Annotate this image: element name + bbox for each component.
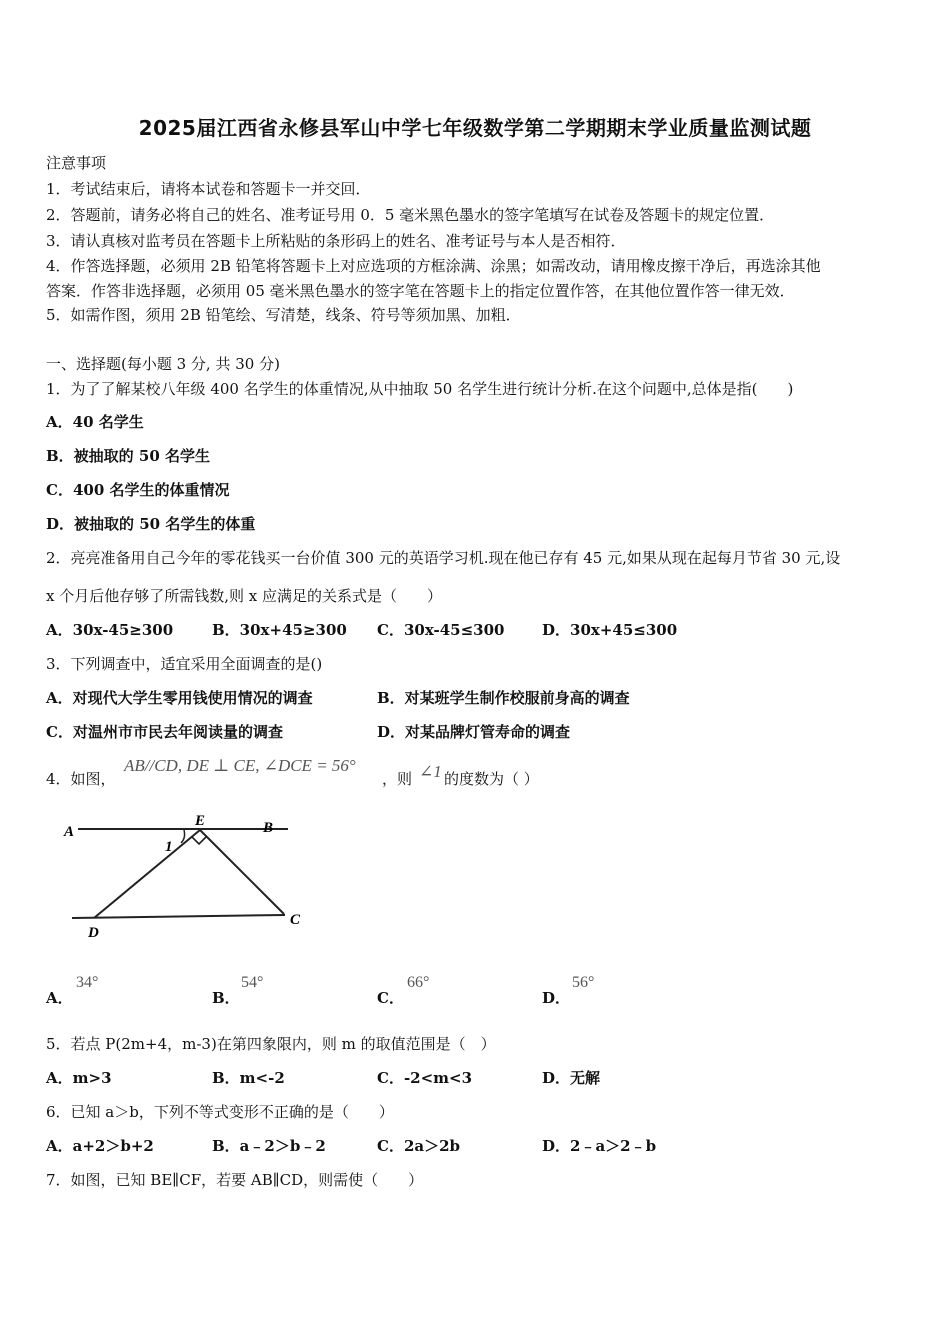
q2-option-a: A．30x-45≥300 xyxy=(46,621,174,639)
label-d: D xyxy=(88,925,99,941)
q3-option-c: C．对温州市市民去年阅读量的调查 xyxy=(46,723,283,741)
q6-option-c: C．2a＞2b xyxy=(377,1137,461,1155)
q4-option-c-value: 66° xyxy=(407,974,430,991)
page-title: 2025届江西省永修县军山中学七年级数学第二学期期末学业质量监测试题 xyxy=(138,116,812,140)
question-2-stem-cont: x 个月后他存够了所需钱数,则 x 应满足的关系式是（ ） xyxy=(46,587,442,605)
question-3-stem: 3．下列调查中，适宜采用全面调查的是() xyxy=(46,655,323,673)
notice-item: 4．作答选择题，必须用 2B 铅笔将答题卡上对应选项的方框涂满、涂黑；如需改动，请用橡皮擦干净后，再选涂其他 xyxy=(46,257,821,275)
segment-de xyxy=(94,830,200,918)
q4-option-c-letter: C． xyxy=(377,989,404,1007)
q1-option-a: A．40 名学生 xyxy=(46,413,144,431)
question-4-stem-suffix: 的度数为（ ） xyxy=(444,770,539,788)
angle-1-arc xyxy=(181,830,185,843)
q4-option-d-value: 56° xyxy=(572,974,595,991)
q6-option-a: A．a+2＞b+2 xyxy=(46,1137,154,1155)
notice-item: 2．答题前，请务必将自己的姓名、准考证号用 0．5 毫米黑色墨水的签字笔填写在试卷及答题卡的规定位置． xyxy=(46,206,775,224)
notice-item: 答案．作答非选择题，必须用 05 毫米黑色墨水的签字笔在答题卡上的指定位置作答，在其他位置作答一律无效． xyxy=(46,282,795,300)
notice-item: 5．如需作图，须用 2B 铅笔绘、写清楚，线条、符号等须加黑、加粗． xyxy=(46,306,521,324)
question-4-condition: AB//CD, DE ⊥ CE, ∠DCE = 56° xyxy=(124,756,356,775)
q4-option-a-value: 34° xyxy=(76,974,99,991)
q4-option-b-value: 54° xyxy=(241,974,264,991)
question-5-stem: 5．若点 P(2m+4，m-3)在第四象限内，则 m 的取值范围是（ ） xyxy=(46,1035,496,1053)
q1-option-c: C．400 名学生的体重情况 xyxy=(46,481,230,499)
q3-option-a: A．对现代大学生零用钱使用情况的调查 xyxy=(46,689,313,707)
q2-option-d: D．30x+45≤300 xyxy=(542,621,678,639)
q6-option-d: D．2﹣a＞2﹣b xyxy=(542,1137,657,1155)
line-dc xyxy=(72,915,285,918)
q2-option-c: C．30x-45≤300 xyxy=(377,621,505,639)
label-angle-1: 1 xyxy=(165,839,173,855)
question-4-stem-mid: ，则 xyxy=(382,770,413,788)
question-4-stem-prefix: 4．如图， xyxy=(46,770,116,788)
notice-item: 1．考试结束后，请将本试卷和答题卡一并交回． xyxy=(46,180,371,198)
label-e: E xyxy=(195,813,206,829)
q3-option-b: B．对某班学生制作校服前身高的调查 xyxy=(377,689,630,707)
q3-option-d: D．对某品牌灯管寿命的调查 xyxy=(377,723,571,741)
section-heading: 一、选择题(每小题 3 分, 共 30 分) xyxy=(46,355,280,373)
segment-ec xyxy=(200,830,284,914)
question-4-figure xyxy=(60,806,320,946)
q6-option-b: B．a﹣2＞b﹣2 xyxy=(212,1137,326,1155)
right-angle-mark xyxy=(192,837,206,844)
q5-option-c: C．-2<m<3 xyxy=(377,1069,473,1087)
q1-option-d: D．被抽取的 50 名学生的体重 xyxy=(46,515,256,533)
label-c: C xyxy=(290,912,301,928)
question-2-stem: 2．亮亮准备用自己今年的零花钱买一台价值 300 元的英语学习机.现在他已存有 45 元,如果从现在起每月节省 30 元,设 xyxy=(46,549,841,567)
question-4-angle: ∠1 xyxy=(419,762,442,781)
q4-option-d-letter: D． xyxy=(542,989,571,1007)
notice-item: 3．请认真核对监考员在答题卡上所粘贴的条形码上的姓名、准考证号与本人是否相符． xyxy=(46,232,626,250)
question-6-stem: 6．已知 a＞b，下列不等式变形不正确的是（ ） xyxy=(46,1103,394,1121)
label-a: A xyxy=(64,824,75,840)
q5-option-a: A．m>3 xyxy=(46,1069,112,1087)
notice-heading: 注意事项 xyxy=(46,154,107,172)
question-7-stem: 7．如图，已知 BE∥CF，若要 AB∥CD，则需使（ ） xyxy=(46,1171,424,1189)
q5-option-b: B．m<-2 xyxy=(212,1069,285,1087)
q4-option-b-letter: B． xyxy=(212,989,240,1007)
q4-option-a-letter: A． xyxy=(46,989,73,1007)
q2-option-b: B．30x+45≥300 xyxy=(212,621,347,639)
question-1-stem: 1．为了了解某校八年级 400 名学生的体重情况,从中抽取 50 名学生进行统计分析.在这个问题中,总体是指( ) xyxy=(46,380,794,398)
label-b: B xyxy=(263,820,274,836)
q5-option-d: D．无解 xyxy=(542,1069,601,1087)
q1-option-b: B．被抽取的 50 名学生 xyxy=(46,447,210,465)
